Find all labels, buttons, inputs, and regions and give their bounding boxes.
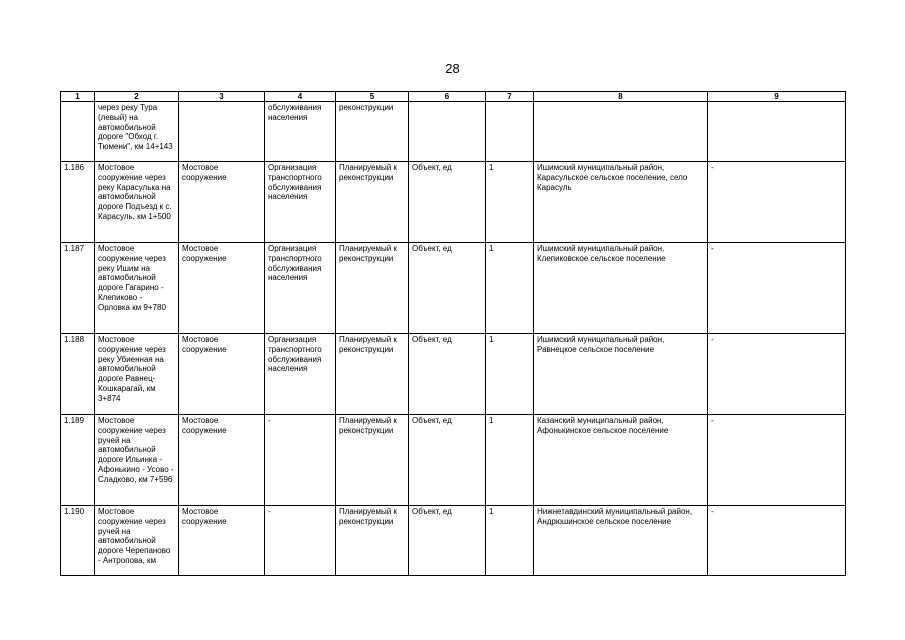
header-row [61, 92, 846, 102]
cell-location: Казанский муниципальный район, Афонькинское сельское поселение [534, 415, 708, 506]
table-row-continuation [61, 102, 846, 162]
table-row [61, 506, 846, 576]
cell-status: Планируемый к реконструкции [336, 162, 409, 243]
column-header: 3 [179, 92, 265, 102]
cell-zone: - [708, 415, 846, 506]
cell-unit: Объект, ед [409, 334, 486, 415]
cell-type: Мостовое сооружение [179, 506, 265, 576]
cell-type: Мостовое сооружение [179, 162, 265, 243]
cell-location: Ишимский муниципальный район, Клепиковское сельское поселение [534, 243, 708, 334]
cell-quantity: 1 [486, 334, 534, 415]
cell-zone: - [708, 334, 846, 415]
cell-purpose: - [265, 415, 336, 506]
cell-type: Мостовое сооружение [179, 334, 265, 415]
cell-name: Мостовое сооружение через реку Карасулька на автомобильной дороге Подъезд к с. Карасуль, км 1+500 [95, 162, 179, 243]
cell-number: 1.189 [61, 415, 95, 506]
cell-location: Ишимский муниципальный район, Карасульское сельское поселение, село Карасуль [534, 162, 708, 243]
table-row [61, 415, 846, 506]
cell-location: Ишимский муниципальный район, Равнецкое сельское поселение [534, 334, 708, 415]
cell-zone: - [708, 506, 846, 576]
table-row [61, 243, 846, 334]
column-header: 6 [409, 92, 486, 102]
objects-table [60, 91, 846, 576]
cell-quantity: 1 [486, 506, 534, 576]
cell-number: 1.187 [61, 243, 95, 334]
column-header: 7 [486, 92, 534, 102]
cell-name: Мостовое сооружение через реку Убиенная на автомобильной дороге Равнец-Кошкарагай, км 3+874 [95, 334, 179, 415]
cell-unit: Объект, ед [409, 506, 486, 576]
cell-unit: Объект, ед [409, 162, 486, 243]
cell-name: Мостовое сооружение через ручей на автомобильной дороге Ильинка - Афонькино - Усово - Сладково, км 7+596 [95, 415, 179, 506]
column-header: 4 [265, 92, 336, 102]
column-header: 1 [61, 92, 95, 102]
cell-number: 1.190 [61, 506, 95, 576]
cell-status: Планируемый к реконструкции [336, 243, 409, 334]
column-header: 9 [708, 92, 846, 102]
cell-purpose: обслуживания населения [265, 102, 336, 162]
column-header: 8 [534, 92, 708, 102]
cell-purpose: - [265, 506, 336, 576]
cell-unit [409, 102, 486, 162]
page-number: 28 [445, 61, 460, 76]
cell-status: Планируемый к реконструкции [336, 415, 409, 506]
cell-name: Мостовое сооружение через реку Ишим на автомобильной дороге Гагарино - Клепиково - Орловка км 9+780 [95, 243, 179, 334]
cell-quantity: 1 [486, 415, 534, 506]
cell-unit: Объект, ед [409, 415, 486, 506]
table-row [61, 162, 846, 243]
cell-status: Планируемый к реконструкции [336, 506, 409, 576]
cell-name: через реку Тура (левый) на автомобильной дороге "Обход г. Тюмени", км 14+143 [95, 102, 179, 162]
cell-quantity: 1 [486, 162, 534, 243]
cell-status: реконструкции [336, 102, 409, 162]
cell-zone: - [708, 243, 846, 334]
cell-type [179, 102, 265, 162]
cell-purpose: Организация транспортного обслуживания населения [265, 243, 336, 334]
cell-zone [708, 102, 846, 162]
cell-unit: Объект, ед [409, 243, 486, 334]
cell-quantity [486, 102, 534, 162]
cell-number: 1.186 [61, 162, 95, 243]
cell-purpose: Организация транспортного обслуживания населения [265, 162, 336, 243]
cell-type: Мостовое сооружение [179, 415, 265, 506]
cell-purpose: Организация транспортного обслуживания населения [265, 334, 336, 415]
column-header: 5 [336, 92, 409, 102]
cell-quantity: 1 [486, 243, 534, 334]
cell-location: Нижнетавдинский муниципальный район, Андрюшинское сельское поселение [534, 506, 708, 576]
cell-name: Мостовое сооружение через ручей на автомобильной дороге Черепаново - Антропова, км [95, 506, 179, 576]
cell-location [534, 102, 708, 162]
cell-number [61, 102, 95, 162]
cell-status: Планируемый к реконструкции [336, 334, 409, 415]
table-row [61, 334, 846, 415]
cell-zone: - [708, 162, 846, 243]
cell-number: 1.188 [61, 334, 95, 415]
column-header: 2 [95, 92, 179, 102]
cell-type: Мостовое сооружение [179, 243, 265, 334]
